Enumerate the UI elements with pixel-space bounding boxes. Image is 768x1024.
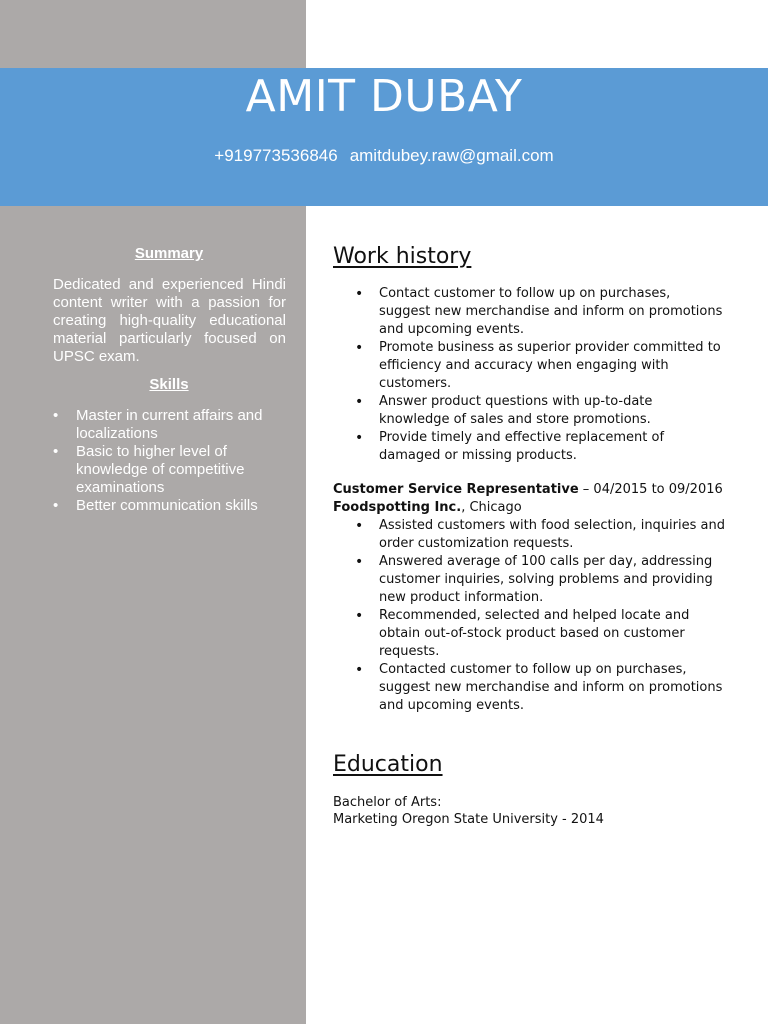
header-banner	[0, 68, 768, 206]
education-heading: Education	[333, 752, 443, 777]
skills-list	[53, 407, 293, 515]
work-bullet: • Provide timely and effective replacement of damaged or missing products.	[355, 429, 725, 465]
work-bullet: • Answer product questions with up-to-date knowledge of sales and store promotions.	[355, 393, 725, 429]
education-detail: Marketing Oregon State University - 2014	[333, 812, 604, 827]
company-name: Foodspotting Inc.	[333, 500, 462, 515]
contact-line	[0, 146, 768, 166]
work-bullet: • Contacted customer to follow up on purchases, suggest new merchandise and inform on promotions and upcoming events.	[355, 661, 725, 715]
email-address: amitdubey.raw@gmail.com	[349, 146, 554, 165]
job-title: Customer Service Representative	[333, 482, 579, 497]
work-bullet: • Contact customer to follow up on purchases, suggest new merchandise and inform on promotions and upcoming events.	[355, 285, 725, 339]
job-title-line	[333, 481, 723, 499]
skill-item: • Basic to higher level of knowledge of competitive examinations	[53, 443, 293, 497]
summary-heading: Summary	[134, 245, 204, 262]
phone-number: +919773536846	[214, 146, 338, 165]
work-bullet: • Assisted customers with food selection, inquiries and order customization requests.	[355, 517, 725, 553]
job-dates: – 04/2015 to 09/2016	[578, 482, 723, 497]
skill-item: • Master in current affairs and localizations	[53, 407, 293, 443]
work-bullet: • Recommended, selected and helped locate and obtain out-of-stock product based on customer requests.	[355, 607, 725, 661]
skill-item: • Better communication skills	[53, 497, 293, 515]
education-degree: Bachelor of Arts:	[333, 795, 442, 810]
skills-heading: Skills	[149, 376, 189, 393]
work-bullet: • Promote business as superior provider committed to efficiency and accuracy when engaging with customers.	[355, 339, 725, 393]
work-bullet: • Answered average of 100 calls per day, addressing customer inquiries, solving problems and providing new product information.	[355, 553, 725, 607]
company-location: , Chicago	[461, 500, 522, 515]
summary-text: Dedicated and experienced Hindi content writer with a passion for creating high-quality educational material particularly focused on UPSC exam.	[53, 276, 286, 365]
work-bullets-job	[355, 517, 725, 715]
work-history-heading: Work history	[333, 244, 472, 269]
company-line	[333, 499, 522, 517]
work-bullets-general	[355, 285, 725, 465]
candidate-name: AMIT DUBAY	[245, 71, 523, 122]
